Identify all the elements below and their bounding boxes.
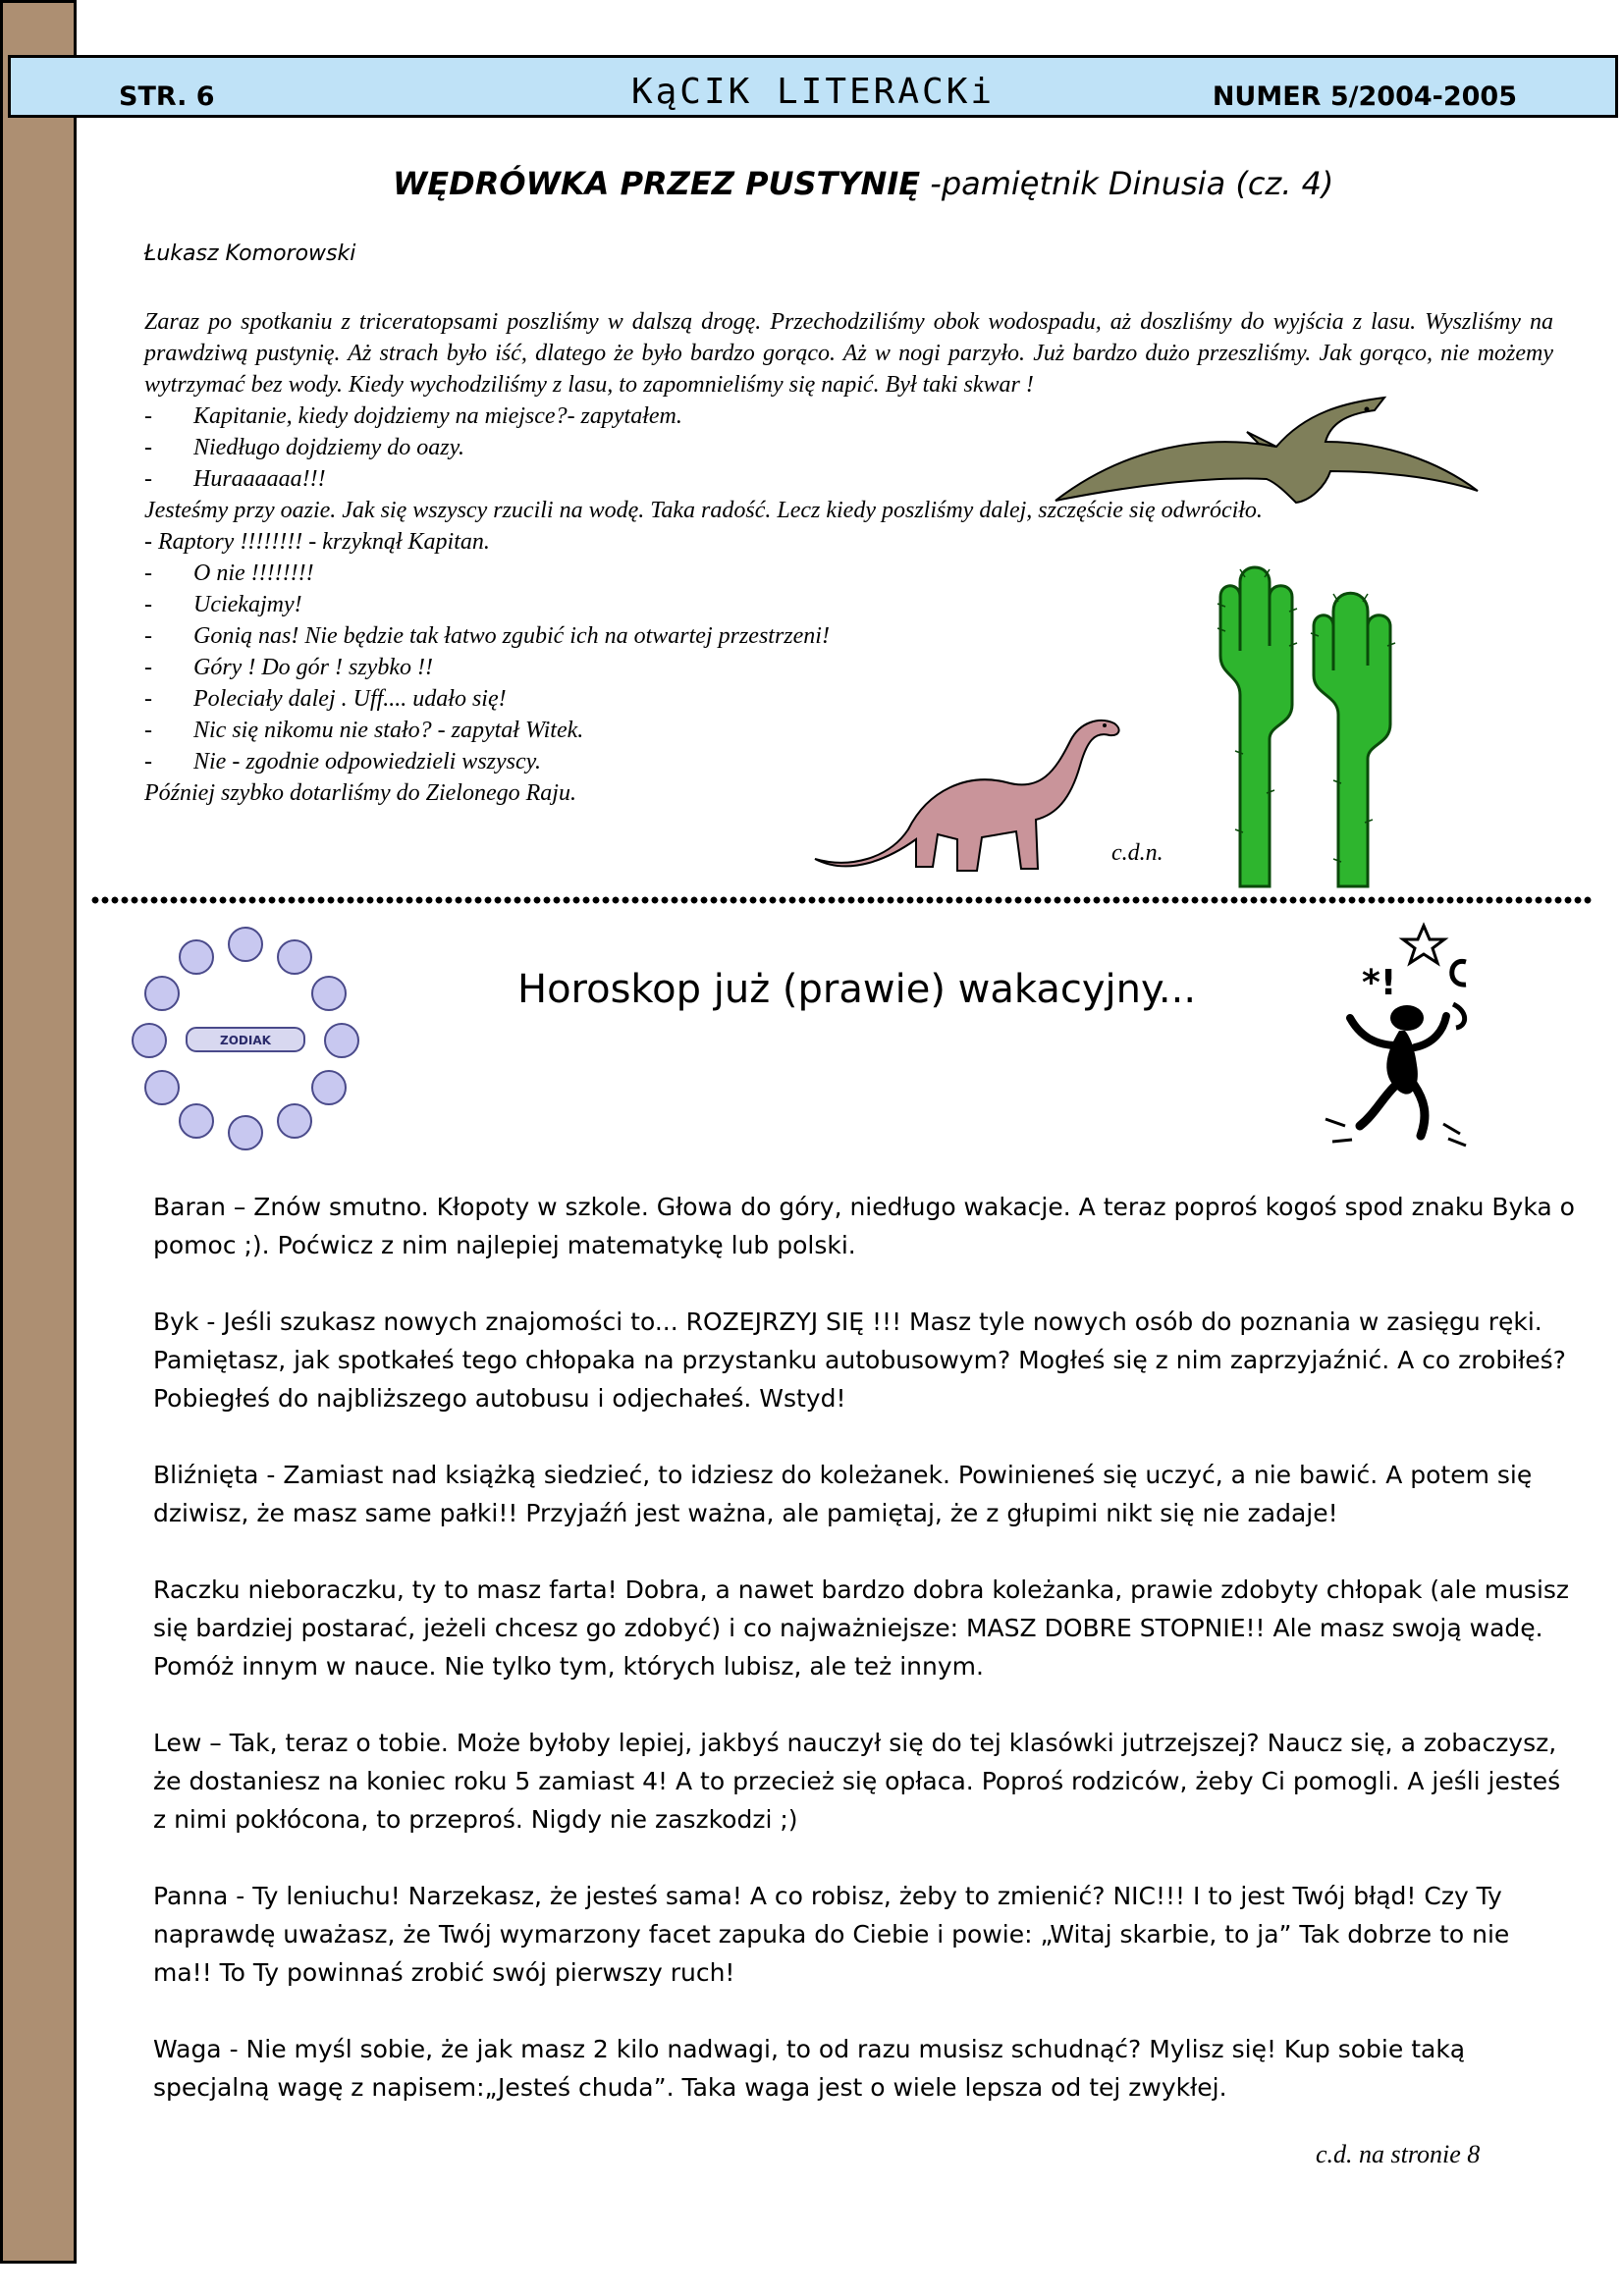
dancing-figure-illustration xyxy=(1321,918,1492,1158)
continued-on-page: c.d. na stronie 8 xyxy=(1316,2140,1481,2168)
story-title-main: WĘDRÓWKA PRZEZ PUSTYNIĘ xyxy=(393,165,921,202)
dialog-line: - Nic się nikomu nie stało? - zapytał Witek. xyxy=(144,718,584,743)
dinosaur-illustration xyxy=(810,712,1124,874)
zodiac-circle-illustration xyxy=(128,923,363,1153)
horoscope-entry-waga: Waga - Nie myśl sobie, że jak masz 2 kilo nadwagi, to od razu musisz schudnąć? Mylisz się! Kup sobie taką specjalną wagę z napisem:„Jesteś chuda”. Taka waga jest o wiele lepsza od tej zwykłej. xyxy=(153,2035,1466,2102)
horoscope-body xyxy=(153,1188,1575,2145)
story-author: Łukasz Komorowski xyxy=(144,241,356,266)
dialog-line-raptory: - Raptory !!!!!!!! - krzyknął Kapitan. xyxy=(144,529,490,555)
zodiac-circle-label: ZODIAK xyxy=(220,1034,271,1047)
story-title-subtitle: -pamiętnik Dinusia (cz. 4) xyxy=(920,165,1334,202)
to-be-continued: c.d.n. xyxy=(1111,840,1163,866)
dialog-line: - O nie !!!!!!!! xyxy=(144,561,314,586)
page-number: STR. 6 xyxy=(119,81,215,112)
cactus-illustration xyxy=(1196,558,1490,891)
horoscope-title: Horoskop już (prawie) wakacyjny... xyxy=(517,967,1197,1012)
dialog-line: - Huraaaaaa!!! xyxy=(144,466,326,492)
story-middle: Jesteśmy przy oazie. Jak się wszyscy rzucili na wodę. Taka radość. Lecz kiedy poszliśmy dalej, szczęście się odwróciło. xyxy=(144,498,1263,523)
dialog-line: - Góry ! Do gór ! szybko !! xyxy=(144,655,433,680)
section-title: KąCIK LITERACKi xyxy=(630,72,996,112)
left-sidebar-bar xyxy=(0,0,77,2264)
issue-number: NUMER 5/2004-2005 xyxy=(1212,81,1517,112)
horoscope-entry-panna: Panna - Ty leniuchu! Narzekasz, że jesteś sama! A co robisz, żeby to zmienić? NIC!!! I to jest Twój błąd! Czy Ty naprawdę uważasz, że Twój wymarzony facet zapuka do Ciebie i powie: „Witaj skarbie, to ja” Tak dobrze to nie ma!! To Ty powinnaś zrobić swój pierwszy ruch! xyxy=(153,1882,1510,1987)
section-divider-dotted xyxy=(90,895,1593,905)
dialog-line: - Kapitanie, kiedy dojdziemy na miejsce?- zapytałem. xyxy=(144,403,682,429)
horoscope-entry-rak: Raczku nieboraczku, ty to masz farta! Dobra, a nawet bardzo dobra koleżanka, prawie zdobyty chłopak (ale musisz się bardziej postarać, jeżeli chcesz go zdobyć) i co najważniejsze: MASZ DOBRE STOPNIE!! Ale masz swoją wadę. Pomóż innym w nauce. Nie tylko tym, których lubisz, ale też innym. xyxy=(153,1575,1570,1681)
pterodactyl-illustration xyxy=(1051,393,1483,510)
dialog-line: - Poleciały dalej . Uff.... udało się! xyxy=(144,686,507,712)
horoscope-entry-lew: Lew – Tak, teraz o tobie. Może byłoby lepiej, jakbyś nauczył się do tej klasówki jutrzejszej? Naucz się, a zobaczysz, że dostaniesz na koniec roku 5 zamiast 4! A to przecież się opłaca. Poproś rodziców, żeby Ci pomogli. A jeśli jesteś z nimi pokłócona, to przeproś. Nigdy nie zaszkodzi ;) xyxy=(153,1729,1561,1834)
horoscope-entry-baran: Baran – Znów smutno. Kłopoty w szkole. Głowa do góry, niedługo wakacje. A teraz poproś kogoś spod znaku Byka o pomoc ;). Poćwicz z nim najlepiej matematykę lub polski. xyxy=(153,1193,1575,1259)
story-ending: Później szybko dotarliśmy do Zielonego Raju. xyxy=(144,780,576,806)
dialog-line: - Gonią nas! Nie będzie tak łatwo zgubić ich na otwartej przestrzeni! xyxy=(144,623,830,649)
svg-text:*!: *! xyxy=(1362,963,1397,1003)
story-title xyxy=(393,165,1333,202)
horoscope-entry-blizneta: Bliźnięta - Zamiast nad książką siedzieć, to idziesz do koleżanek. Powinieneś się uczyć, a nie bawić. A potem się dziwisz, że masz same pałki!! Przyjaźń jest ważna, ale pamiętaj, że z głupimi nikt się nie zadaje! xyxy=(153,1461,1533,1527)
dialog-line: - Niedługo dojdziemy do oazy. xyxy=(144,435,464,460)
page-header xyxy=(8,55,1618,118)
story-intro: Zaraz po spotkaniu z triceratopsami poszliśmy w dalszą drogę. Przechodziliśmy obok wodospadu, aż doszliśmy do wyjścia z lasu. Wyszliśmy na prawdziwą pustynię. Aż strach było iść, dlatego że było bardzo gorąco. Aż w nogi parzyło. Już bardzo dużo przeszliśmy. Jak gorąco, nie możemy wytrzymać bez wody. Kiedy wychodziliśmy z lasu, to zapomnieliśmy się napić. Był taki skwar ! xyxy=(144,309,1553,398)
dialog-line: - Nie - zgodnie odpowiedzieli wszyscy. xyxy=(144,749,541,774)
horoscope-entry-byk: Byk - Jeśli szukasz nowych znajomości to... ROZEJRZYJ SIĘ !!! Masz tyle nowych osób do poznania w zasięgu ręki. Pamiętasz, jak spotkałeś tego chłopaka na przystanku autobusowym? Mogłeś się z nim zaprzyjaźnić. A co zrobiłeś? Pobiegłeś do najbliższego autobusu i odjechałeś. Wstyd! xyxy=(153,1308,1566,1413)
dialog-line: - Uciekajmy! xyxy=(144,592,302,617)
